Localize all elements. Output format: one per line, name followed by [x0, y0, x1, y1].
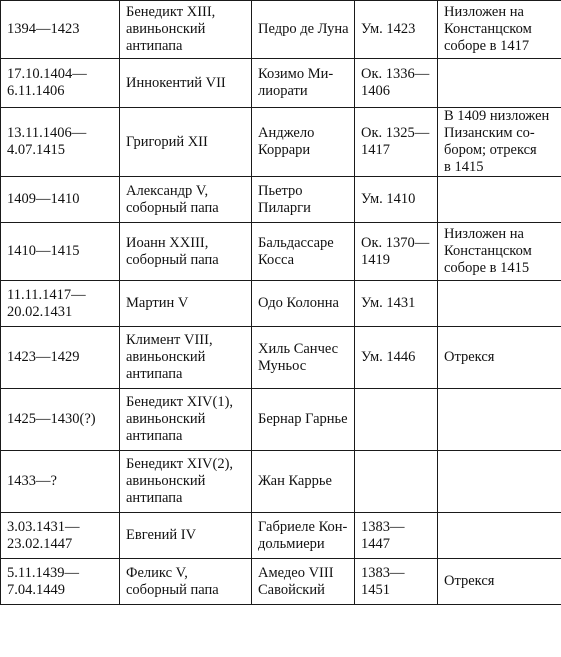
cell-pope-name-line: Бенедикт XIII, — [126, 4, 216, 20]
cell-secular-name-line: Бернар Гарнье — [258, 411, 348, 427]
table-row — [1, 108, 561, 177]
cell-pope-name-line: соборный папа — [126, 581, 219, 598]
table-row — [1, 1, 561, 59]
cell-life-dates-line: Ок. 1336— — [361, 66, 430, 82]
cell-life-dates — [355, 389, 438, 451]
cell-note — [438, 1, 561, 59]
cell-pope-name-line: Иннокентий VII — [126, 74, 226, 91]
cell-secular-name-line: Пьетро — [258, 182, 303, 199]
cell-note-line: Низложен на — [444, 226, 524, 242]
cell-life-dates — [355, 327, 438, 389]
cell-note-line: в 1415 — [444, 159, 484, 175]
cell-years — [1, 108, 120, 177]
cell-years — [1, 223, 120, 281]
cell-years-line: 1410—1415 — [7, 243, 80, 259]
cell-life-dates — [355, 1, 438, 59]
cell-secular-name — [252, 451, 355, 513]
cell-secular-name-line: Хиль Санчес — [258, 340, 339, 357]
cell-life-dates — [355, 59, 438, 108]
cell-years — [1, 177, 120, 223]
cell-note-line: Низложен на — [444, 4, 524, 20]
cell-pope-name — [120, 451, 252, 513]
cell-life-dates — [355, 108, 438, 177]
cell-years-line: 1425—1430(?) — [7, 411, 96, 427]
cell-note — [438, 513, 561, 559]
cell-pope-name-line: Александр V, — [126, 182, 209, 199]
cell-life-dates-line: 1451 — [361, 581, 390, 598]
cell-note-line: Пизанским со- — [444, 125, 535, 141]
table-row — [1, 559, 561, 605]
cell-secular-name — [252, 281, 355, 327]
cell-life-dates — [355, 559, 438, 605]
cell-pope-name-line: Бенедикт XIV(1), — [126, 394, 234, 410]
table-row — [1, 451, 561, 513]
cell-years — [1, 559, 120, 605]
cell-secular-name-line: Косса — [258, 251, 295, 268]
cell-note-line: Констанцском — [444, 21, 532, 37]
cell-secular-name-line: Пиларги — [258, 199, 311, 216]
table-row — [1, 59, 561, 108]
cell-pope-name — [120, 1, 252, 59]
cell-pope-name — [120, 327, 252, 389]
cell-pope-name-line: Иоанн XXIII, — [126, 234, 209, 251]
cell-life-dates-line: 1383— — [361, 564, 405, 581]
cell-secular-name-line: Амедео VIII — [258, 564, 334, 581]
cell-pope-name-line: Бенедикт XIV(2), — [126, 456, 234, 472]
cell-life-dates-line: 1406 — [361, 83, 390, 99]
cell-note — [438, 389, 561, 451]
cell-years-line: 7.04.1449 — [7, 581, 65, 598]
cell-secular-name-line: дольмиери — [258, 535, 325, 552]
cell-note-line: бором; отрекся — [444, 142, 537, 158]
cell-note — [438, 59, 561, 108]
cell-pope-name-line: Климент VIII, — [126, 332, 213, 348]
cell-secular-name-line: Козимо Ми- — [258, 66, 334, 82]
cell-life-dates — [355, 223, 438, 281]
cell-pope-name-line: авиньонский — [126, 349, 206, 365]
cell-years — [1, 59, 120, 108]
cell-years-line: 3.03.1431— — [7, 518, 80, 535]
cell-note-line: Отрекся — [444, 349, 495, 365]
cell-life-dates-line: Ок. 1325— — [361, 125, 430, 141]
cell-pope-name-line: антипапа — [126, 428, 183, 444]
cell-years — [1, 281, 120, 327]
cell-life-dates-line: Ум. 1423 — [361, 21, 416, 37]
cell-secular-name — [252, 223, 355, 281]
cell-pope-name-line: соборный папа — [126, 199, 219, 216]
cell-years — [1, 513, 120, 559]
cell-secular-name-line: Савойский — [258, 581, 325, 598]
cell-pope-name — [120, 281, 252, 327]
cell-note-line: В 1409 низложен — [444, 108, 550, 124]
cell-secular-name-line: Анджело — [258, 125, 315, 141]
cell-secular-name-line: лиорати — [258, 83, 308, 99]
cell-years-line: 11.11.1417— — [7, 286, 86, 303]
table-row — [1, 513, 561, 559]
table-row — [1, 281, 561, 327]
table-row — [1, 389, 561, 451]
cell-years-line: 6.11.1406 — [7, 83, 65, 99]
cell-pope-name-line: авиньонский — [126, 21, 206, 37]
cell-life-dates-line: 1447 — [361, 535, 390, 552]
cell-secular-name — [252, 559, 355, 605]
cell-pope-name-line: антипапа — [126, 366, 183, 382]
cell-life-dates-line: 1419 — [361, 251, 390, 268]
cell-secular-name-line: Бальдассаре — [258, 234, 334, 251]
cell-years-line: 13.11.1406— — [7, 125, 87, 141]
cell-years-line: 20.02.1431 — [7, 303, 73, 320]
cell-pope-name — [120, 108, 252, 177]
cell-secular-name-line: Одо Колонна — [258, 295, 339, 311]
cell-life-dates — [355, 177, 438, 223]
cell-note-line: соборе в 1415 — [444, 260, 530, 276]
cell-secular-name-line: Жан Каррье — [258, 473, 332, 489]
cell-note — [438, 108, 561, 177]
cell-note-line: соборе в 1417 — [444, 38, 530, 54]
cell-secular-name-line: Габриеле Кон- — [258, 518, 348, 535]
cell-pope-name — [120, 177, 252, 223]
cell-pope-name — [120, 513, 252, 559]
cell-note — [438, 223, 561, 281]
cell-pope-name-line: антипапа — [126, 38, 183, 54]
cell-pope-name-line: авиньонский — [126, 411, 206, 427]
table-row — [1, 327, 561, 389]
cell-secular-name — [252, 389, 355, 451]
cell-pope-name-line: Евгений IV — [126, 527, 197, 543]
cell-note — [438, 177, 561, 223]
cell-pope-name-line: Феликс V, — [126, 564, 188, 581]
cell-secular-name-line: Педро де Луна — [258, 21, 349, 37]
popes-table-body — [1, 1, 561, 605]
cell-pope-name-line: соборный папа — [126, 251, 219, 268]
cell-secular-name — [252, 327, 355, 389]
cell-life-dates-line: Ум. 1446 — [361, 349, 416, 365]
cell-years-line: 1394—1423 — [7, 21, 80, 37]
cell-secular-name — [252, 59, 355, 108]
cell-years-line: 1433—? — [7, 473, 57, 489]
cell-note — [438, 281, 561, 327]
cell-secular-name — [252, 513, 355, 559]
cell-life-dates-line: 1383— — [361, 518, 405, 535]
cell-pope-name — [120, 559, 252, 605]
cell-years-line: 1423—1429 — [7, 349, 80, 365]
cell-secular-name — [252, 108, 355, 177]
table-row — [1, 223, 561, 281]
cell-years-line: 5.11.1439— — [7, 564, 79, 581]
cell-life-dates-line: Ок. 1370— — [361, 234, 430, 251]
cell-pope-name-line: Мартин V — [126, 295, 189, 311]
cell-note-line: Отрекся — [444, 573, 495, 589]
cell-life-dates-line: 1417 — [361, 142, 390, 158]
cell-secular-name-line: Коррари — [258, 142, 311, 158]
cell-years — [1, 1, 120, 59]
cell-note — [438, 451, 561, 513]
cell-life-dates — [355, 281, 438, 327]
cell-pope-name-line: антипапа — [126, 490, 183, 506]
cell-secular-name-line: Муньос — [258, 357, 307, 374]
cell-pope-name — [120, 389, 252, 451]
cell-note — [438, 327, 561, 389]
cell-years-line: 4.07.1415 — [7, 142, 65, 158]
cell-pope-name-line: авиньонский — [126, 473, 206, 489]
cell-note-line: Констанцском — [444, 243, 532, 259]
cell-years — [1, 327, 120, 389]
cell-secular-name — [252, 177, 355, 223]
cell-pope-name — [120, 59, 252, 108]
cell-secular-name — [252, 1, 355, 59]
cell-life-dates-line: Ум. 1410 — [361, 191, 416, 207]
cell-years-line: 1409—1410 — [7, 191, 80, 207]
cell-years-line: 23.02.1447 — [7, 535, 73, 552]
cell-life-dates — [355, 513, 438, 559]
cell-life-dates-line: Ум. 1431 — [361, 295, 416, 311]
cell-pope-name-line: Григорий XII — [126, 133, 208, 150]
cell-note — [438, 559, 561, 605]
cell-years — [1, 389, 120, 451]
cell-pope-name — [120, 223, 252, 281]
table-row — [1, 177, 561, 223]
cell-life-dates — [355, 451, 438, 513]
cell-years-line: 17.10.1404— — [7, 66, 87, 82]
cell-years — [1, 451, 120, 513]
